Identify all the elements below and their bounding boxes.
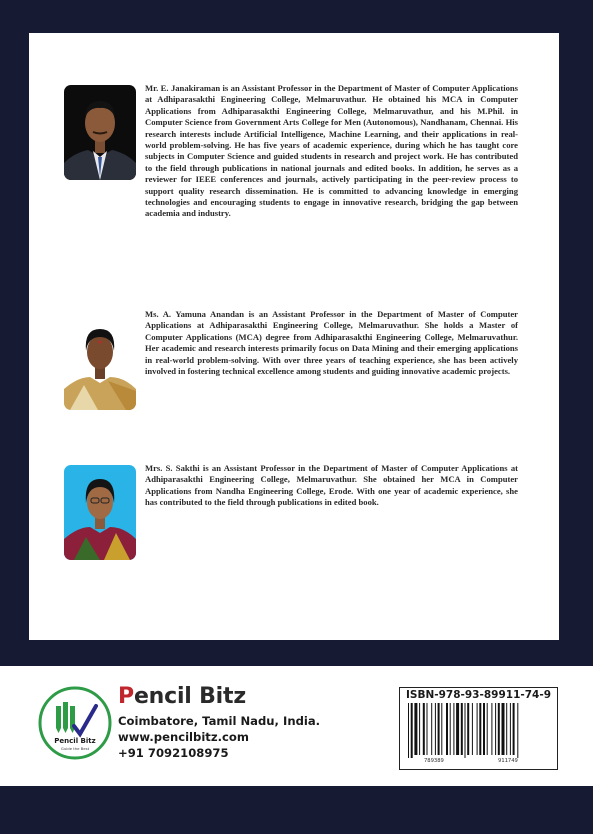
- publisher-location: Coimbatore, Tamil Nadu, India.: [118, 714, 321, 728]
- author-photo: [64, 465, 136, 560]
- logo-text: Pencil Bitz: [54, 737, 96, 745]
- publisher-website: www.pencilbitz.com: [118, 730, 249, 744]
- author-portrait-woman-icon: [64, 465, 136, 560]
- author-photo: [64, 85, 136, 180]
- author-bios-panel: [29, 33, 559, 640]
- publisher-phone: +91 7092108975: [118, 746, 229, 760]
- isbn-barcode-box: [399, 687, 558, 770]
- author-bio: Mr. E. Janakiraman is an Assistant Professor in the Department of Master of Computer Applications at Adhiparasakthi Engineering College, Melmaruvathur. He obtained his MCA in Computer Applications from Adhiparasakthi Engineering College, Melmaruvathur, and his M.Phil. in Computer Science from Government Arts College for Men (Autonomous), Nandhanam, Chennai. His research interests include Artificial Intelligence, Machine Learning, and their applications in real-world problem-solving. He has five years of academic experience, during which he has taught core subjects in Computer Science and guided students in research and project work. He has contributed to the field through publications in national journals and edited books. In addition, he serves as a reviewer for IEEE conferences and journals, actively participating in the peer-review process to support quality research dissemination. He is committed to advancing knowledge in emerging technologies and encouraging students to engage in innovative research, bridging the gap between academia and industry.: [145, 83, 518, 219]
- barcode-icon: [406, 703, 552, 758]
- publisher-name: [118, 684, 246, 709]
- barcode-digits-right: 911749: [498, 758, 518, 764]
- logo-subtext: Guide the Best: [60, 746, 90, 751]
- publisher-name-initial: P: [118, 684, 134, 709]
- isbn-label: ISBN-978-93-89911-74-9: [405, 689, 552, 701]
- publisher-logo: [38, 686, 112, 760]
- publisher-name-rest: encil Bitz: [133, 684, 246, 709]
- barcode-digits-left: 789389: [424, 758, 444, 764]
- author-bio: Ms. A. Yamuna Anandan is an Assistant Professor in the Department of Master of Computer Applications at Adhiparasakthi Engineering College, Melmaruvathur. She holds a Master of Computer Applications (MCA) degree from Adhiparasakthi Engineering College, Melmaruvathur. Her academic and research interests primarily focus on Data Mining and their emerging applications in real-world problem-solving. With over three years of teaching experience, she has been actively involved in fostering technical excellence among students and guiding innovative academic projects.: [145, 309, 518, 377]
- author-bio: Mrs. S. Sakthi is an Assistant Professor in the Department of Master of Computer Applications at Adhiparasakthi Engineering College, Melmaruvathur. She obtained her MCA in Computer Applications from Nandha Engineering College, Erode. With one year of academic experience, she has contributed to the field through publications in edited book.: [145, 463, 518, 508]
- publisher-footer: [0, 666, 593, 786]
- pencil-bitz-logo-icon: [38, 686, 112, 760]
- author-portrait-man-icon: [64, 85, 136, 180]
- author-photo: [64, 315, 136, 410]
- author-portrait-woman-icon: [64, 315, 136, 410]
- cover-bottom-band: [0, 786, 593, 834]
